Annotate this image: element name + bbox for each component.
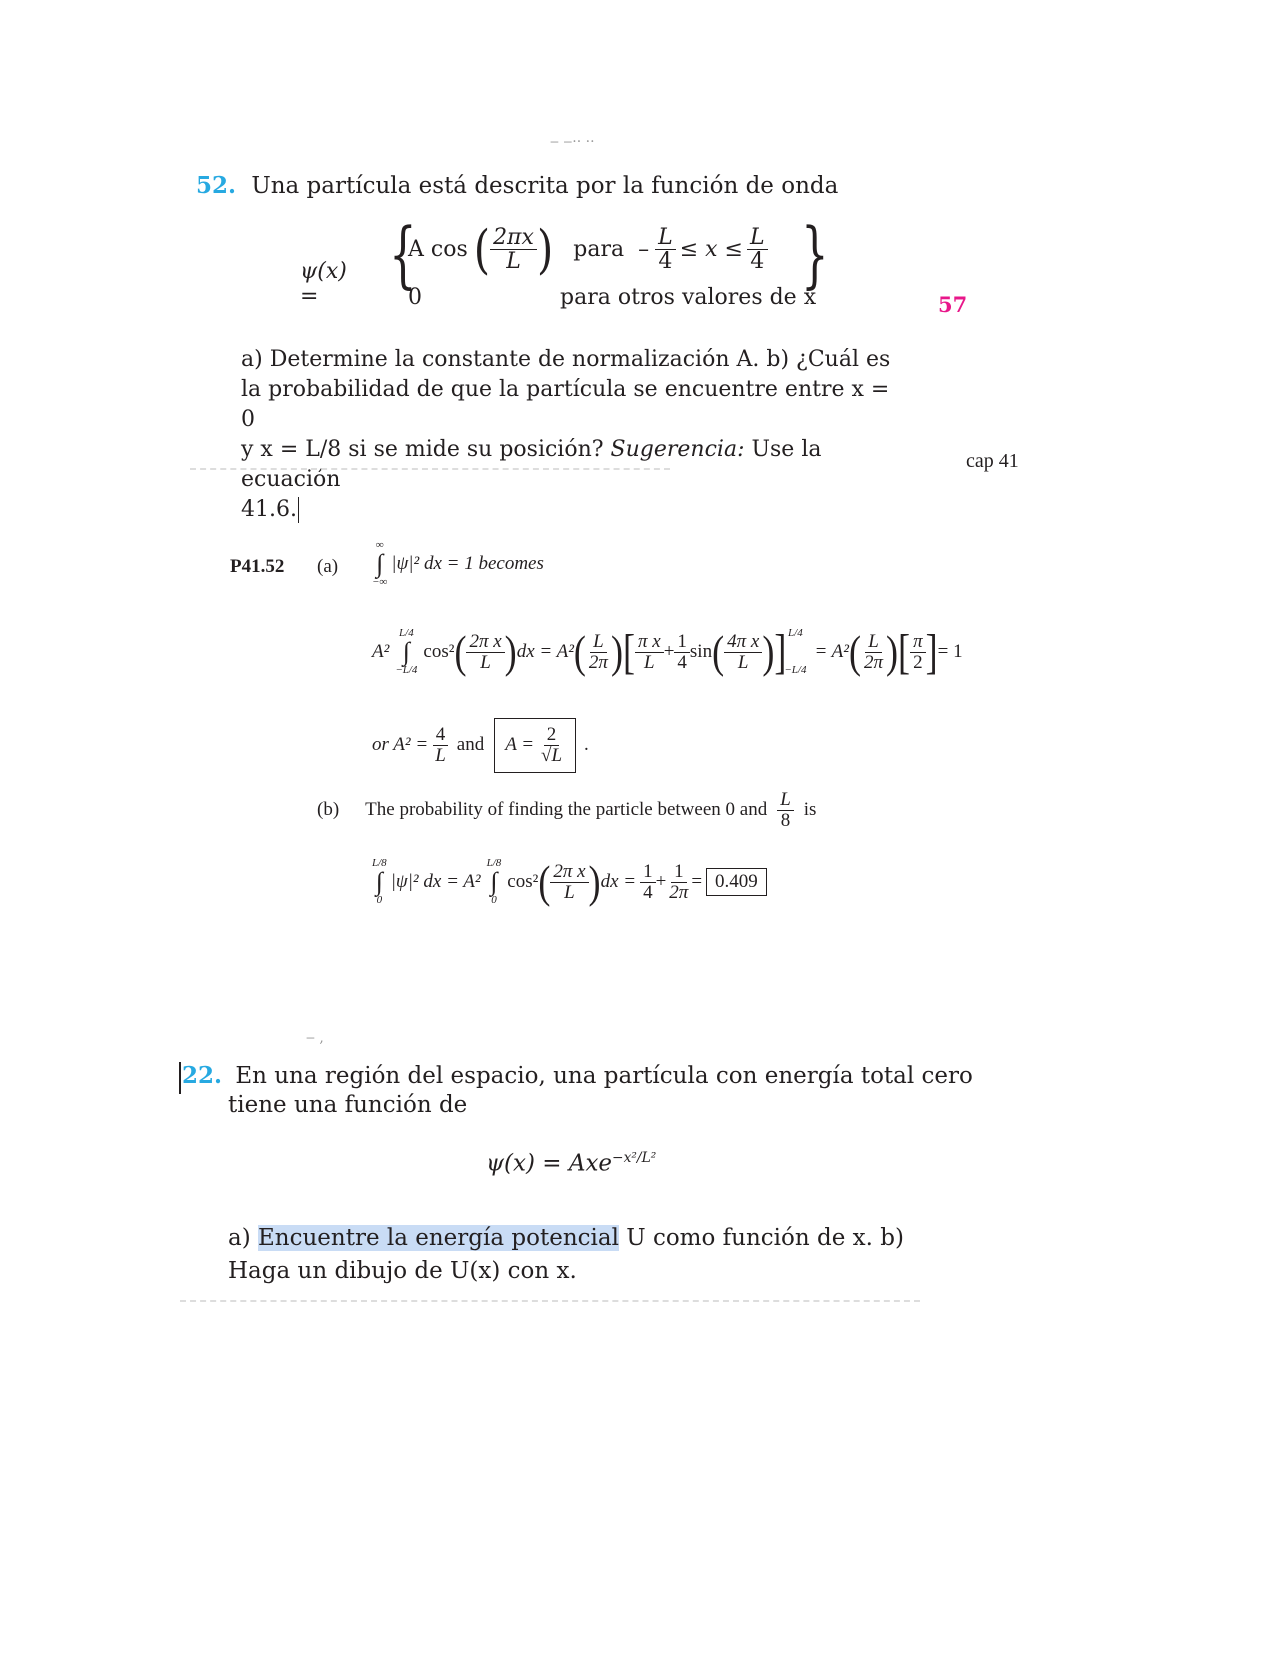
problem-22-header: 22. En una región del espacio, una partícula con energía total cero [182,1062,973,1089]
problem-number: 52. [196,172,237,199]
part-b-statement: (b) The probability of finding the particle between 0 and $\frac{L}{8}$ is [317,789,817,831]
part-a-label: (a) [317,556,339,577]
text-cursor-22 [179,1062,181,1094]
problem-22-text: a) Encuentre la energía potencial U como función de x. b) Haga un dibujo de U(x) con x. [228,1225,904,1284]
boxed-answer-A: A = $\frac{2}{√L}$ [494,718,576,773]
cut-off-text-fragment: ‒ ‒·· ·· [550,134,595,150]
right-brace: } [801,212,829,296]
chapter-label: cap 41 [966,450,1019,472]
cut-off-line [190,468,670,472]
cut-off-line-22 [180,1300,920,1304]
case1-fraction: $\frac{2\pi x}{L}$ [490,226,537,273]
text-cursor [298,497,300,523]
equation-probability: L/8 ∫ 0 |ψ|² dx = A² L/8 ∫ 0 cos² ( $\frac{\text{2π x}}{L}$ ) dx = $\frac{1}{4}$ + $\frac{1}{2\pi}$ = 0.409 [372,858,767,906]
problem-52-text: a) Determine la constante de normalización A. b) ¿Cuál es la probabilidad de que la partícula se encuentre entre x = 0 y x = L/8 si se mide su posición? Sugerencia: Use la ecuación 41.6. [241,347,891,522]
cut-off-ticks: ‒ , [306,1030,324,1046]
text-selection-highlight[interactable]: Encuentre la energía potencial [258,1225,619,1251]
problem-22-line2: tiene una función de [228,1092,468,1118]
boxed-answer-probability: 0.409 [706,868,767,896]
problem-52-header [196,172,838,199]
case1-coef: A cos [408,237,468,263]
equation-normalization: ∞ ∫ −∞ |ψ|² dx = 1 becomes [372,539,544,588]
problem-intro: Una partícula está descrita por la función de onda [251,173,839,199]
problem-22-equation: ψ(x) = Axe$^{-x^2/L^2}$ [486,1150,657,1177]
left-brace: { [389,212,417,296]
psi-label: ψ(x) = [300,259,347,309]
solution-label: P41.52 [230,556,285,577]
equation-normalization-result: or A² = $\frac{4}{L}$ and A = $\frac{2}{√L}$ . [372,718,589,773]
case-2: 0 para otros valores de x [408,285,817,310]
case-1: A cos ( $\frac{2\pi x}{L}$ ) para – $\frac{L}{4}$ ≤ x ≤ $\frac{L}{4}$ [408,226,768,273]
equation-integral-expansion: A² L/4 ∫ −L/4 cos² ( $\frac{\text{2π x}}{L}$ ) dx = A² ( $\frac{L}{2\pi}$ ) [ $\frac{\text{π x}}{L}$ + $\frac{1}{4}$ sin ( $\frac{\text{4π x}}{L}$ ) ] L/4 −L/4 = A² ( $\frac{L}{2\pi}$ ) [ $\frac{\pi}{2}$ ] = 1 [372,624,963,679]
page-reference-number: 57 [938,292,968,317]
